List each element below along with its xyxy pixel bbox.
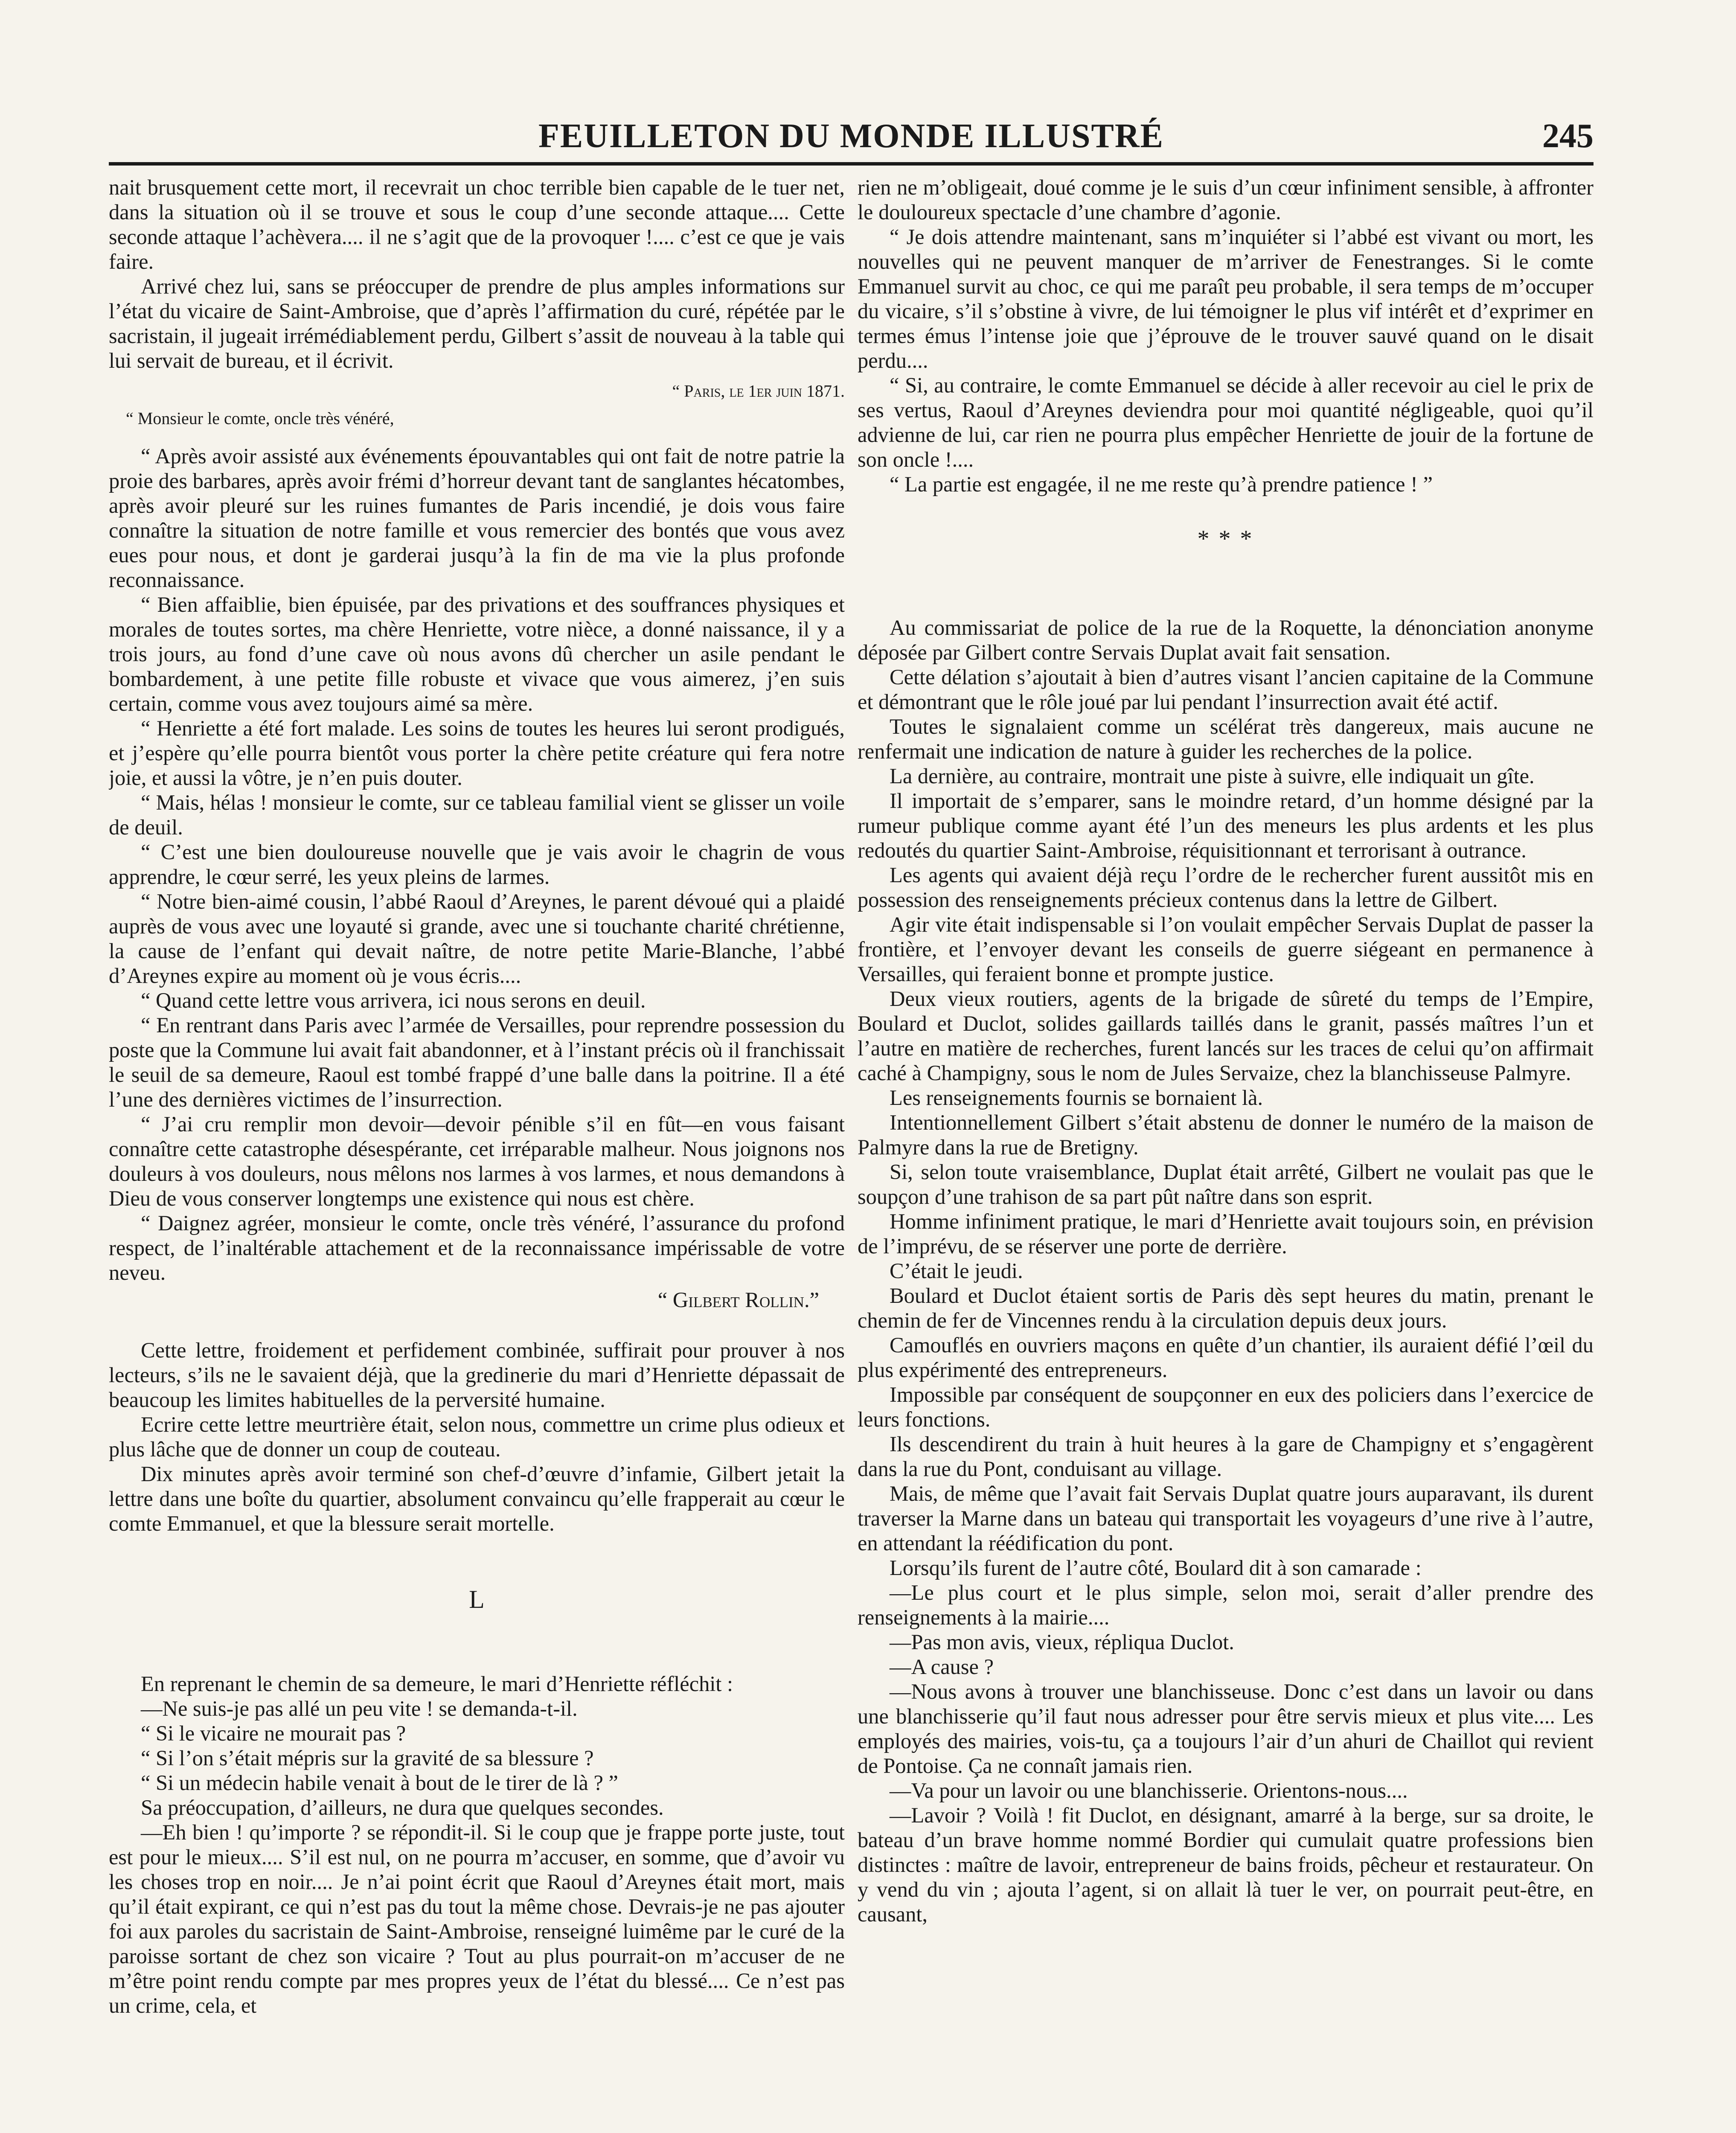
paragraph: —A cause ? (890, 1655, 994, 1679)
paragraph: En reprenant le chemin de sa demeure, le mari d’Henriette réfléchit : (141, 1672, 733, 1696)
paragraph: “ C’est une bien douloureuse nouvelle que je vais avoir le chagrin de vous apprendre, le cœur serré, les yeux pleins de larmes. (109, 840, 845, 889)
section-break-asterism: * * * (1197, 526, 1254, 552)
paragraph: —Pas mon avis, vieux, répliqua Duclot. (890, 1630, 1234, 1654)
page-header (109, 115, 1594, 166)
paragraph: “ Si, au contraire, le comte Emmanuel se décide à aller recevoir au ciel le prix de ses vertus, Raoul d’Areynes deviendra pour moi quantité négligeable, quoi qu’il advienne de lui, car rien ne pourra plus empêcher Henriette de jouir de la fortune de son oncle !.... (858, 373, 1594, 471)
paragraph: Ils descendirent du train à huit heures à la gare de Champigny et s’engagèrent dans la rue du Pont, conduisant au village. (858, 1432, 1594, 1481)
paragraph: Arrivé chez lui, sans se préoccuper de prendre de plus amples informations sur l’état du vicaire de Saint-Ambroise, que d’après l’affirmation du curé, répétée par le sacristain, il jugeait irrémédiablement perdu, Gilbert s’assit de nouveau à la table qui lui servait de bureau, et il écrivit. (109, 274, 845, 372)
paragraph: Dix minutes après avoir terminé son chef-d’œuvre d’infamie, Gilbert jetait la lettre dans une boîte du quartier, absolument convaincu qu’elle frapperait au cœur le comte Emmanuel, et que la blessure serait mortelle. (109, 1462, 845, 1535)
page-number: 245 (1542, 117, 1594, 155)
paragraph: rien ne m’obligeait, doué comme je le suis d’un cœur infiniment sensible, à affronter le douloureux spectacle d’une chambre d’agonie. (858, 175, 1594, 224)
paragraph: Deux vieux routiers, agents de la brigade de sûreté du temps de l’Empire, Boulard et Duclot, solides gaillards taillés dans le granit, passés maîtres l’un et l’autre en matière de recherches, furent lancés sur les traces de celui qu’on affirmait caché à Champigny, sous le nom de Jules Servaize, chez la blanchisseuse Palmyre. (858, 987, 1594, 1085)
paragraph: Il importait de s’emparer, sans le moindre retard, d’un homme désigné par la rumeur publique comme ayant été l’un des meneurs les plus ardents et les plus redoutés du quartier Saint-Ambroise, réquisitionnant et terrorisant à outrance. (858, 789, 1594, 862)
paragraph: “ Si le vicaire ne mourait pas ? (141, 1721, 406, 1745)
paragraph: C’était le jeudi. (890, 1259, 1023, 1283)
right-column (858, 175, 1594, 2133)
paragraph: Lorsqu’ils furent de l’autre côté, Boulard dit à son camarade : (890, 1556, 1422, 1580)
letter-salutation: “ Monsieur le comte, oncle très vénéré, (126, 409, 394, 428)
paragraph: “ Daignez agréer, monsieur le comte, oncle très vénéré, l’assurance du profond respect, de l’inaltérable attachement et de la reconnaissance impérissable de votre neveu. (109, 1211, 845, 1284)
left-column (109, 175, 845, 2133)
paragraph: “ J’ai cru remplir mon devoir—devoir pénible s’il en fût—en vous faisant connaître cette catastrophe désespérante, cet irréparable malheur. Nous joignons nos douleurs à vos douleurs, nous mêlons nos larmes à vos larmes, et nous demandons à Dieu de vous conserver longtemps une existence qui nous est chère. (109, 1112, 845, 1210)
paragraph: Les renseignements fournis se bornaient là. (890, 1086, 1263, 1110)
paragraph: Camouflés en ouvriers maçons en quête d’un chantier, ils auraient défié l’œil du plus expérimenté des entrepreneurs. (858, 1333, 1594, 1382)
paragraph: —Va pour un lavoir ou une blanchisserie. Orientons-nous.... (890, 1778, 1408, 1802)
paragraph: —Lavoir ? Voilà ! fit Duclot, en désignant, amarré à la berge, sur sa droite, le bateau d’un brave homme nommé Bordier qui cumulait quatre professions bien distinctes : maître de lavoir, entrepreneur de bains froids, pêcheur et restaurateur. On y vend du vin ; ajouta l’agent, si on allait là tuer le ver, on pourrait peut-être, en causant, (858, 1803, 1594, 1926)
paragraph: —Eh bien ! qu’importe ? se répondit-il. Si le coup que je frappe porte juste, tout est pour le mieux.... S’il est nul, on ne pourra m’accuser, en somme, que d’avoir vu les choses trop en noir.... Je n’ai point écrit que Raoul d’Areynes était mort, mais qu’il était expirant, ce qui n’est pas du tout la même chose. Devrais-je ne pas ajouter foi aux paroles du sacristain de Saint-Ambroise, renseigné luimême par le curé de la paroisse sortant de chez son vicaire ? Tout au plus pourrait-on m’accuser de ne m’être point rendu compte par mes propres yeux de l’état du blessé.... Ce n’est pas un crime, cela, et (109, 1820, 845, 2017)
letter-signature: “ Gilbert Rollin.” (657, 1288, 819, 1312)
paragraph: “ Notre bien-aimé cousin, l’abbé Raoul d’Areynes, le parent dévoué qui a plaidé auprès de vous avec une loyauté si grande, avec une si touchante charité chrétienne, la cause de l’enfant qui devait naître, de notre petite Marie-Blanche, l’abbé d’Areynes expire au moment où je vous écris.... (109, 889, 845, 988)
paragraph: Sa préoccupation, d’ailleurs, ne dura que quelques secondes. (141, 1796, 664, 1819)
paragraph: “ Après avoir assisté aux événements épouvantables qui ont fait de notre patrie la proie des barbares, après avoir frémi d’horreur devant tant de sanglantes hécatombes, après avoir pleuré sur les ruines fumantes de Paris incendié, je dois vous faire connaître la situation de notre famille et vous remercier des bontés que vous avez eues pour nous, et dont je garderai jusqu’à la fin de ma vie la plus profonde reconnaissance. (109, 444, 845, 592)
paragraph: Mais, de même que l’avait fait Servais Duplat quatre jours auparavant, ils durent traverser la Marne dans un bateau qui transportait les voyageurs d’une rive à l’autre, en attendant la réédification du pont. (858, 1482, 1594, 1555)
paragraph: “ Quand cette lettre vous arrivera, ici nous serons en deuil. (141, 988, 646, 1012)
paragraph: Cette lettre, froidement et perfidement combinée, suffirait pour prouver à nos lecteurs, s’ils ne le savaient déjà, que la gredinerie du mari d’Henriette dépassait de beaucoup les limites habituelles de la perversité humaine. (109, 1338, 845, 1412)
paragraph: Boulard et Duclot étaient sortis de Paris dès sept heures du matin, prenant le chemin de fer de Vincennes rendu à la circulation depuis deux jours. (858, 1284, 1594, 1332)
paragraph: Les agents qui avaient déjà reçu l’ordre de le rechercher furent aussitôt mis en possession des renseignements précieux contenus dans la lettre de Gilbert. (858, 863, 1594, 912)
paragraph: “ Mais, hélas ! monsieur le comte, sur ce tableau familial vient se glisser un voile de deuil. (109, 790, 845, 839)
paragraph: nait brusquement cette mort, il recevrait un choc terrible bien capable de le tuer net, dans la situation où il se trouve et sous le coup d’une seconde attaque.... Cette seconde attaque l’achèvera.... il ne s’agit que de la provoquer !.... c’est ce que je vais faire. (109, 175, 845, 273)
paragraph: Impossible par conséquent de soupçonner en eux des policiers dans l’exercice de leurs fonctions. (858, 1383, 1594, 1431)
paragraph: Au commissariat de police de la rue de la Roquette, la dénonciation anonyme déposée par Gilbert contre Servais Duplat avait fait sensation. (858, 616, 1594, 664)
letter-dateline: “ Paris, le 1er juin 1871. (672, 381, 845, 401)
paragraph: “ Henriette a été fort malade. Les soins de toutes les heures lui seront prodigués, et j’espère qu’elle pourra bientôt vous porter la chère petite créature qui fera notre joie, et aussi la vôtre, je n’en puis douter. (109, 716, 845, 790)
paragraph: “ La partie est engagée, il ne me reste qu’à prendre patience ! ” (890, 472, 1433, 496)
paragraph: “ En rentrant dans Paris avec l’armée de Versailles, pour reprendre possession du poste que la Commune lui avait fait abandonner, et à l’instant précis où il franchissait le seuil de sa demeure, Raoul est tombé frappé d’une balle dans la poitrine. Il a été l’une des dernières victimes de l’insurrection. (109, 1013, 845, 1111)
paragraph: —Nous avons à trouver une blanchisseuse. Donc c’est dans un lavoir ou dans une blanchisserie qu’il faut nous adresser pour être servis mieux et plus vite.... Les employés des mairies, vois-tu, ça a toujours l’air d’un ahuri de Chaillot qui revient de Pontoise. Ça ne connaît jamais rien. (858, 1680, 1594, 1778)
paragraph: “ Si l’on s’était mépris sur la gravité de sa blessure ? (141, 1746, 594, 1770)
paragraph: —Le plus court et le plus simple, selon moi, serait d’aller prendre des renseignements à la mairie.... (858, 1581, 1594, 1629)
paragraph: “ Si un médecin habile venait à bout de le tirer de là ? ” (141, 1771, 618, 1795)
paragraph: Toutes le signalaient comme un scélérat très dangereux, mais aucune ne renfermait une indication de nature à guider les recherches de la police. (858, 715, 1594, 763)
paragraph: Si, selon toute vraisemblance, Duplat était arrêté, Gilbert ne voulait pas que le soupçon d’une trahison de sa part pût naître dans son esprit. (858, 1160, 1594, 1209)
paragraph: La dernière, au contraire, montrait une piste à suivre, elle indiquait un gîte. (890, 764, 1535, 788)
paragraph: Homme infiniment pratique, le mari d’Henriette avait toujours soin, en prévision de l’imprévu, de se réserver une porte de derrière. (858, 1209, 1594, 1258)
chapter-heading: L (469, 1585, 485, 1613)
paragraph: —Ne suis-je pas allé un peu vite ! se demanda-t-il. (141, 1697, 578, 1720)
paragraph: “ Bien affaiblie, bien épuisée, par des privations et des souffrances physiques et morales de toutes sortes, ma chère Henriette, votre nièce, a donné naissance, il y a trois jours, au fond d’une cave où nous avons dû chercher un asile pendant le bombardement, à une petite fille robuste et vivace que vous aimerez, j’en suis certain, comme vous avez toujours aimé sa mère. (109, 593, 845, 715)
paragraph: Ecrire cette lettre meurtrière était, selon nous, commettre un crime plus odieux et plus lâche que de donner un coup de couteau. (109, 1412, 845, 1461)
paragraph: “ Je dois attendre maintenant, sans m’inquiéter si l’abbé est vivant ou mort, les nouvelles qui ne peuvent manquer de m’arriver de Fenestranges. Si le comte Emmanuel survit au choc, ce qui me paraît peu probable, il sera temps de m’occuper du vicaire, s’il s’obstine à vivre, de lui témoigner le plus vif intérêt et d’exprimer en termes émus l’intense joie que j’éprouve de le trouver sauvé quand on le disait perdu.... (858, 225, 1594, 372)
running-title: FEUILLETON DU MONDE ILLUSTRÉ (538, 117, 1164, 155)
paragraph: Agir vite était indispensable si l’on voulait empêcher Servais Duplat de passer la frontière, et l’envoyer devant les conseils de guerre siégeant en permanence à Versailles, qui feraient bonne et prompte justice. (858, 912, 1594, 986)
paragraph: Cette délation s’ajoutait à bien d’autres visant l’ancien capitaine de la Commune et démontrant que le rôle joué par lui pendant l’insurrection avait été actif. (858, 665, 1594, 714)
paragraph: Intentionnellement Gilbert s’était abstenu de donner le numéro de la maison de Palmyre dans la rue de Bretigny. (858, 1110, 1594, 1159)
